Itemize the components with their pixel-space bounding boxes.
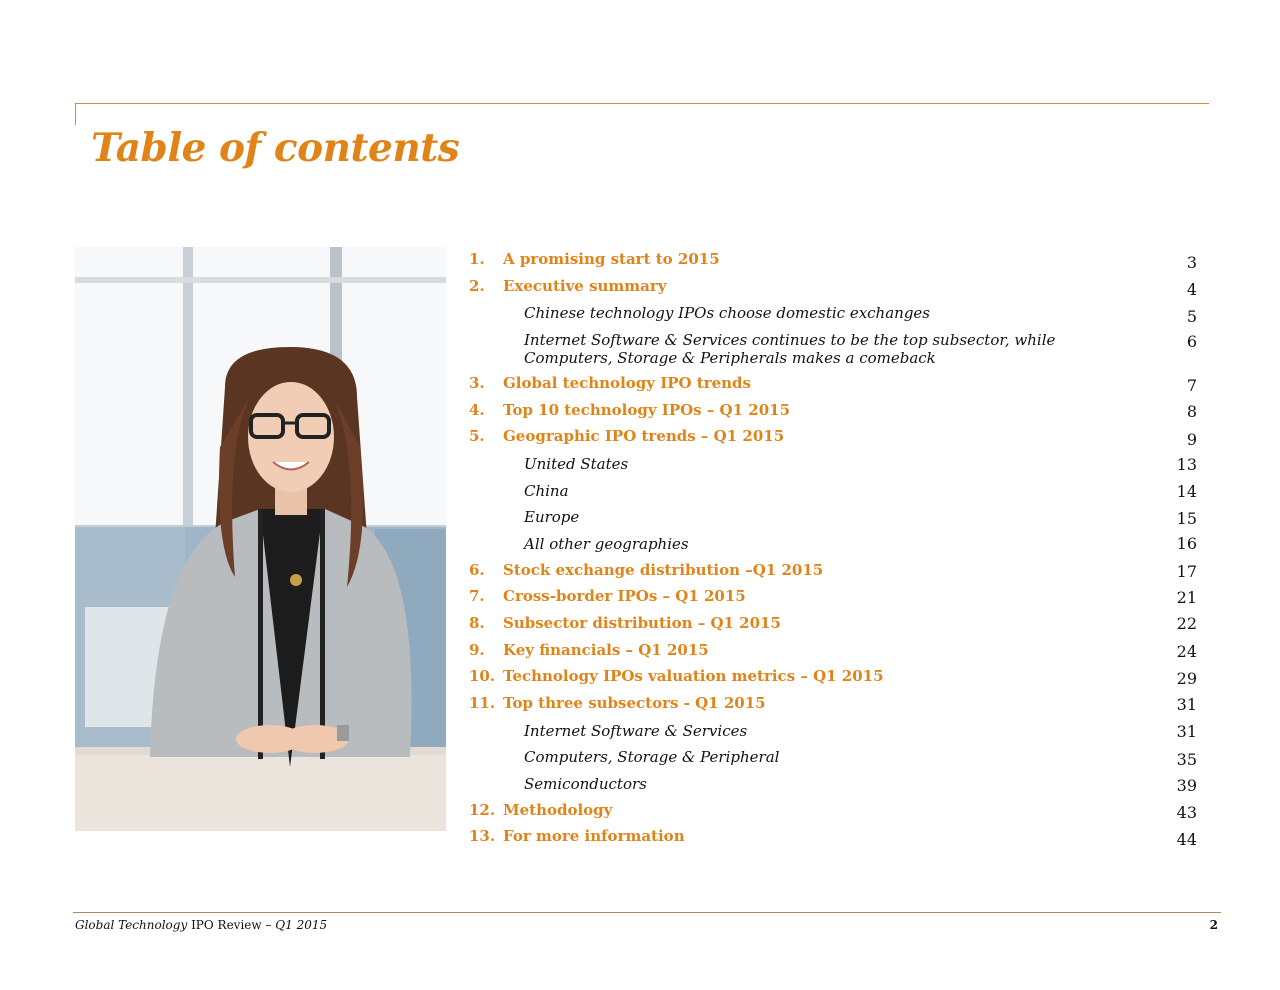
footer-title-regular: IPO Review – <box>187 918 276 932</box>
toc-entry-page-number: 4 <box>1186 280 1197 299</box>
toc-entry-label: Global technology IPO trends <box>503 374 751 392</box>
footer-page-number: 2 <box>1209 918 1218 932</box>
toc-entry-label: Key financials – Q1 2015 <box>503 641 709 659</box>
toc-entry-page-number: 44 <box>1176 830 1197 849</box>
toc-entry-page-number: 6 <box>1186 332 1197 351</box>
toc-entry-number: 10. <box>469 667 496 685</box>
toc-entry[interactable] <box>469 370 1199 394</box>
toc-entry-label: Top 10 technology IPOs – Q1 2015 <box>503 401 791 419</box>
toc-entry[interactable] <box>469 690 1199 714</box>
toc-entry[interactable] <box>469 743 1199 767</box>
toc-entry[interactable] <box>469 557 1199 581</box>
page-title: Table of contents <box>91 125 460 171</box>
toc-entry[interactable] <box>469 299 1199 326</box>
toc-entry[interactable] <box>469 273 1199 297</box>
toc-entry-label: A promising start to 2015 <box>503 250 720 268</box>
toc-subentry-label: Europe <box>524 508 580 526</box>
toc-entry[interactable] <box>469 583 1199 607</box>
toc-entry[interactable] <box>469 423 1199 447</box>
toc-entry-page-number: 3 <box>1186 253 1197 272</box>
header-rule <box>75 103 1209 104</box>
toc-entry-label: Methodology <box>503 801 613 819</box>
toc-entry-number: 7. <box>469 587 485 605</box>
footer-rule <box>73 912 1221 913</box>
toc-entry-label: Geographic IPO trends – Q1 2015 <box>503 427 785 445</box>
toc-entry-page-number: 24 <box>1176 642 1197 661</box>
toc-subentry-label: Computers, Storage & Peripheral <box>524 748 780 766</box>
toc-entry-page-number: 15 <box>1176 509 1197 528</box>
toc-subentry-label: All other geographies <box>524 535 689 553</box>
toc-entry-label: Technology IPOs valuation metrics – Q1 2015 <box>503 667 884 685</box>
toc-entry-page-number: 21 <box>1176 588 1197 607</box>
toc-entry[interactable] <box>469 797 1199 821</box>
toc-entry[interactable] <box>469 823 1199 847</box>
footer-title-italic-a: Global Technology <box>75 918 188 932</box>
toc-entry[interactable] <box>469 503 1199 527</box>
toc-entry-number: 1. <box>469 250 485 268</box>
toc-entry-page-number: 22 <box>1176 614 1197 633</box>
toc-entry-page-number: 31 <box>1176 695 1197 714</box>
toc-entry[interactable] <box>469 610 1199 634</box>
toc-entry-number: 11. <box>469 694 496 712</box>
toc-entry[interactable] <box>469 326 1199 367</box>
toc-subentry-label: Semiconductors <box>524 775 647 793</box>
toc-entry-page-number: 43 <box>1176 803 1197 822</box>
toc-entry-page-number: 17 <box>1176 562 1197 581</box>
toc-entry-number: 5. <box>469 427 485 445</box>
toc-entry-number: 3. <box>469 374 485 392</box>
toc-entry-number: 13. <box>469 827 496 845</box>
toc-entry-page-number: 14 <box>1176 482 1197 501</box>
toc-entry[interactable] <box>469 770 1199 794</box>
toc-entry[interactable] <box>469 246 1199 270</box>
toc-entry[interactable] <box>469 530 1199 554</box>
toc-subentry-label: United States <box>524 455 629 473</box>
toc-entry-number: 4. <box>469 401 485 419</box>
toc-entry-number: 6. <box>469 561 485 579</box>
toc-entry[interactable] <box>469 450 1199 474</box>
toc-entry-number: 2. <box>469 277 485 295</box>
toc-entry-label: For more information <box>503 827 685 845</box>
toc-entry-page-number: 39 <box>1176 776 1197 795</box>
toc-entry-number: 12. <box>469 801 496 819</box>
portrait-photo <box>75 247 446 831</box>
toc-entry[interactable] <box>469 397 1199 421</box>
footer-title <box>75 918 327 932</box>
toc-entry-page-number: 13 <box>1176 455 1197 474</box>
toc-subentry-label: Internet Software & Services <box>524 722 748 740</box>
toc-entry-page-number: 7 <box>1186 376 1197 395</box>
footer-title-italic-b: Q1 2015 <box>275 918 328 932</box>
toc-subentry-label: Chinese technology IPOs choose domestic exchanges <box>524 304 930 322</box>
toc-entry-page-number: 31 <box>1176 722 1197 741</box>
toc-entry-label: Executive summary <box>503 277 667 295</box>
toc-entry[interactable] <box>469 717 1199 741</box>
header-rule-tick <box>75 103 76 125</box>
toc-entry-label: Stock exchange distribution –Q1 2015 <box>503 561 824 579</box>
toc-entry-page-number: 16 <box>1176 534 1197 553</box>
toc-entry-page-number: 8 <box>1186 402 1197 421</box>
toc-subentry-label: Internet Software & Services continues to be the top subsector, while Computers, Storage & Peripherals makes a comeback <box>524 331 1056 367</box>
toc-entry-page-number: 35 <box>1176 750 1197 769</box>
toc-entry-label: Cross-border IPOs – Q1 2015 <box>503 587 746 605</box>
toc-entry-number: 8. <box>469 614 485 632</box>
toc-entry[interactable] <box>469 663 1199 687</box>
toc-entry-page-number: 9 <box>1186 430 1197 449</box>
toc-entry-label: Top three subsectors - Q1 2015 <box>503 694 766 712</box>
toc-entry-label: Subsector distribution – Q1 2015 <box>503 614 781 632</box>
toc-entry[interactable] <box>469 637 1199 661</box>
toc-entry[interactable] <box>469 477 1199 501</box>
toc-subentry-label: China <box>524 482 569 500</box>
toc-entry-page-number: 5 <box>1186 307 1197 326</box>
toc-entry-number: 9. <box>469 641 485 659</box>
toc-entry-page-number: 29 <box>1176 669 1197 688</box>
